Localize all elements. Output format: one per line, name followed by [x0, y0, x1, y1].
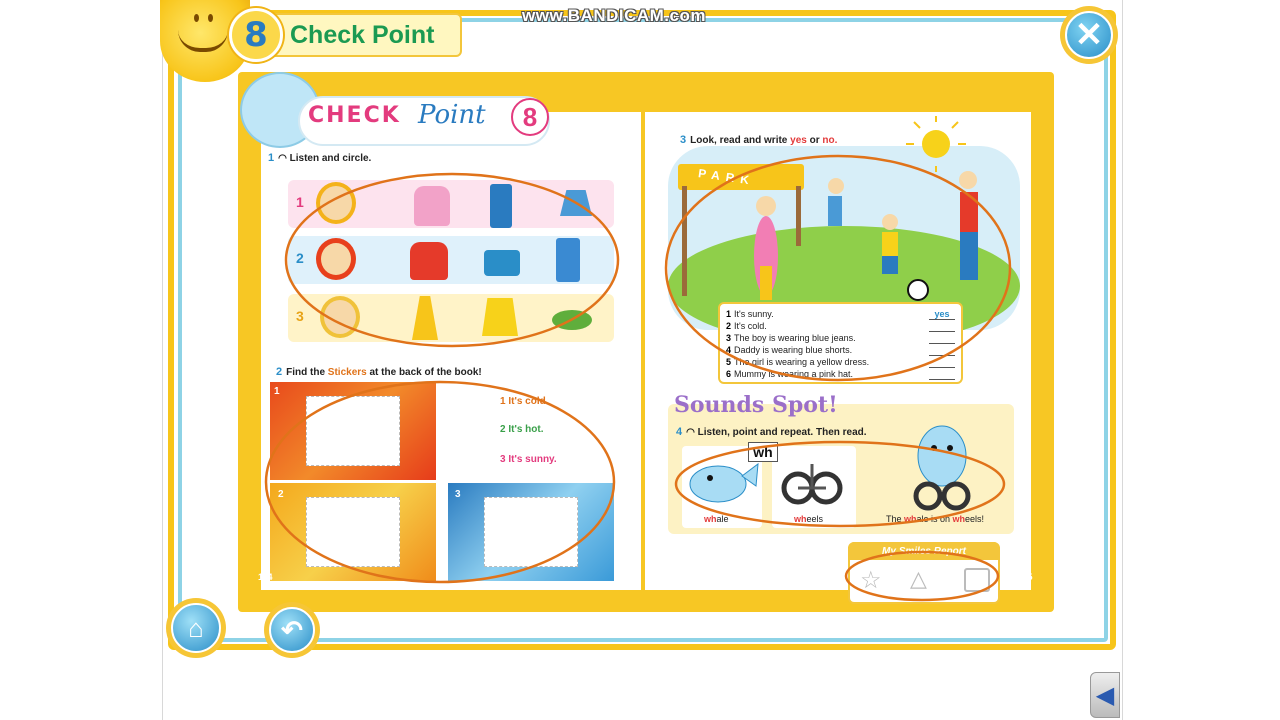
boy-face-icon	[316, 238, 356, 280]
red-tshirt-icon[interactable]	[410, 242, 448, 280]
blue-jeans-icon-2[interactable]	[556, 238, 580, 282]
park-illustration	[668, 116, 1020, 330]
wh-phonics-box: wh	[748, 442, 778, 462]
sticker-2-number: 2	[278, 489, 284, 500]
right-letterbox	[1122, 0, 1280, 720]
star-face-icon[interactable]: ☆	[860, 567, 882, 594]
sentence-whale-on-wheels: The whale is on wheels!	[886, 514, 985, 524]
whale-on-wheels-card[interactable]	[880, 412, 1000, 528]
answer-field[interactable]	[929, 320, 955, 332]
answer-field[interactable]	[929, 356, 955, 368]
pink-tshirt-icon[interactable]	[414, 186, 450, 226]
sticker-slot-3[interactable]	[448, 483, 614, 581]
page-number-right: 115	[1018, 572, 1033, 582]
boy-blond-face-icon	[320, 296, 360, 338]
sticker-label-3: 3 It's sunny.	[500, 454, 557, 465]
headphones-icon: ◠	[278, 153, 290, 164]
blue-jeans-icon[interactable]	[490, 184, 512, 228]
answer-field[interactable]	[929, 368, 955, 380]
sentence-1: 1 It's sunny. yes	[726, 308, 955, 320]
q1-number: 1	[268, 152, 275, 164]
q3-instruction: 3 Look, read and write yes or no.	[680, 134, 838, 146]
triangle-face-icon[interactable]: △	[910, 566, 927, 591]
watermark: www.BANDICAM.com	[522, 6, 706, 25]
unit-number-badge: 8	[229, 8, 283, 62]
previous-page-button[interactable]	[1090, 672, 1120, 718]
yellow-skirt-icon[interactable]	[482, 298, 518, 336]
row-number: 1	[296, 194, 304, 210]
green-hat-icon[interactable]	[552, 310, 592, 330]
answer-field[interactable]	[929, 344, 955, 356]
blue-shorts-icon[interactable]	[484, 250, 520, 276]
square-face-icon[interactable]	[964, 568, 990, 592]
page-number-left: 114	[258, 572, 273, 582]
sticker-3-number: 3	[455, 489, 461, 500]
banner-check: CHECK	[308, 103, 401, 128]
back-icon: ↶	[269, 607, 315, 653]
sentence-4: 4 Daddy is wearing blue shorts.	[726, 344, 955, 356]
left-letterbox	[0, 0, 163, 720]
q3-sentences	[718, 302, 963, 384]
close-button[interactable]	[1060, 6, 1118, 64]
answer-field[interactable]: yes	[929, 308, 955, 320]
sticker-label-2: 2 It's hot.	[500, 424, 544, 435]
page-title: Check Point	[274, 13, 462, 57]
smiles-report-title: My Smiles Report	[850, 542, 998, 560]
q2-text-after: at the back of the book!	[369, 367, 482, 378]
sentence-2: 2 It's cold.	[726, 320, 955, 332]
chevron-left-icon: ◀	[1095, 681, 1115, 709]
sticker-label-1: 1 It's cold.	[500, 396, 549, 407]
sentence-6: 6 Mummy is wearing a pink hat.	[726, 368, 955, 380]
q1-instruction	[268, 152, 371, 164]
sticker-slot-2[interactable]	[270, 483, 436, 581]
row-number: 2	[296, 250, 304, 266]
headphones-icon: ◠	[686, 427, 698, 438]
girl-face-icon	[316, 182, 356, 224]
q2-number: 2	[276, 366, 283, 378]
park-sign: PARK	[697, 166, 756, 188]
sentence-5: 5 The girl is wearing a yellow dress.	[726, 356, 955, 368]
sticker-slot-1[interactable]	[270, 382, 436, 480]
sticker-1-number: 1	[274, 386, 280, 397]
sentence-3: 3 The boy is wearing blue jeans.	[726, 332, 955, 344]
close-icon: ✕	[1065, 11, 1113, 59]
word-whale: whale	[704, 514, 729, 524]
banner-point: Point	[418, 100, 486, 130]
answer-field[interactable]	[929, 332, 955, 344]
back-button[interactable]	[264, 602, 320, 658]
home-icon: ⌂	[171, 603, 221, 653]
q2-instruction	[276, 366, 482, 378]
q3-number: 3	[680, 134, 687, 146]
q2-highlight: Stickers	[327, 367, 367, 378]
q4-instruction: 4 ◠ Listen, point and repeat. Then read.	[676, 426, 867, 438]
sounds-spot-title: Sounds Spot!	[674, 392, 838, 418]
row-number: 3	[296, 308, 304, 324]
q1-text: Listen and circle.	[289, 153, 372, 164]
banner-number: 8	[511, 98, 549, 136]
word-wheels: wheels	[794, 514, 824, 524]
home-button[interactable]	[166, 598, 226, 658]
q2-text-before: Find the	[286, 367, 326, 378]
